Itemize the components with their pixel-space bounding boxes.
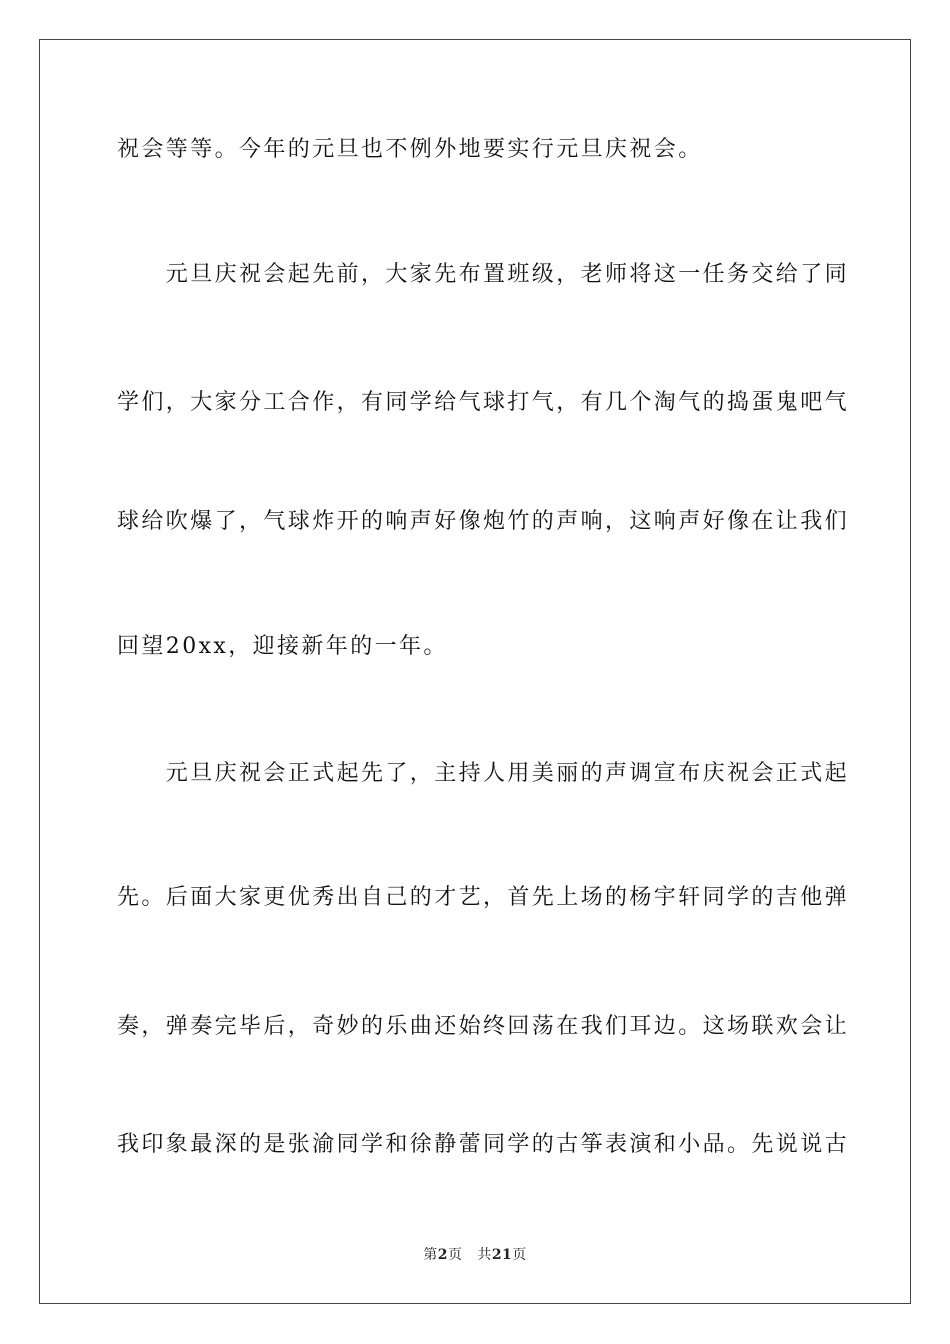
- page-frame: [39, 39, 911, 1304]
- text-line-7: 先。后面大家更优秀出自己的才艺，首先上场的杨宇轩同学的吉他弹: [117, 885, 850, 910]
- page-footer: [0, 1246, 950, 1264]
- page-suffix: 页: [447, 1247, 463, 1263]
- text-line-4: 球给吹爆了，气球炸开的响声好像炮竹的声响，这响声好像在让我们: [117, 509, 850, 534]
- page-number: 2: [437, 1247, 448, 1263]
- total-suffix: 页: [512, 1247, 527, 1263]
- text-line-8: 奏，弹奏完毕后，奇妙的乐曲还始终回荡在我们耳边。这场联欢会让: [117, 1014, 850, 1039]
- page-label: 第: [423, 1247, 438, 1263]
- text-line-5: 回望20xx，迎接新年的一年。: [117, 634, 448, 659]
- text-line-2: 元旦庆祝会起先前，大家先布置班级，老师将这一任务交给了同: [117, 262, 850, 287]
- total-label: 共: [477, 1247, 492, 1263]
- total-pages: 21: [491, 1247, 513, 1263]
- text-line-1: 祝会等等。今年的元旦也不例外地要实行元旦庆祝会。: [117, 137, 703, 162]
- text-line-9: 我印象最深的是张渝同学和徐静蕾同学的古筝表演和小品。先说说古: [117, 1132, 850, 1157]
- text-line-6: 元旦庆祝会正式起先了，主持人用美丽的声调宣布庆祝会正式起: [117, 761, 850, 786]
- text-line-3: 学们，大家分工合作，有同学给气球打气，有几个淘气的捣蛋鬼吧气: [117, 390, 850, 415]
